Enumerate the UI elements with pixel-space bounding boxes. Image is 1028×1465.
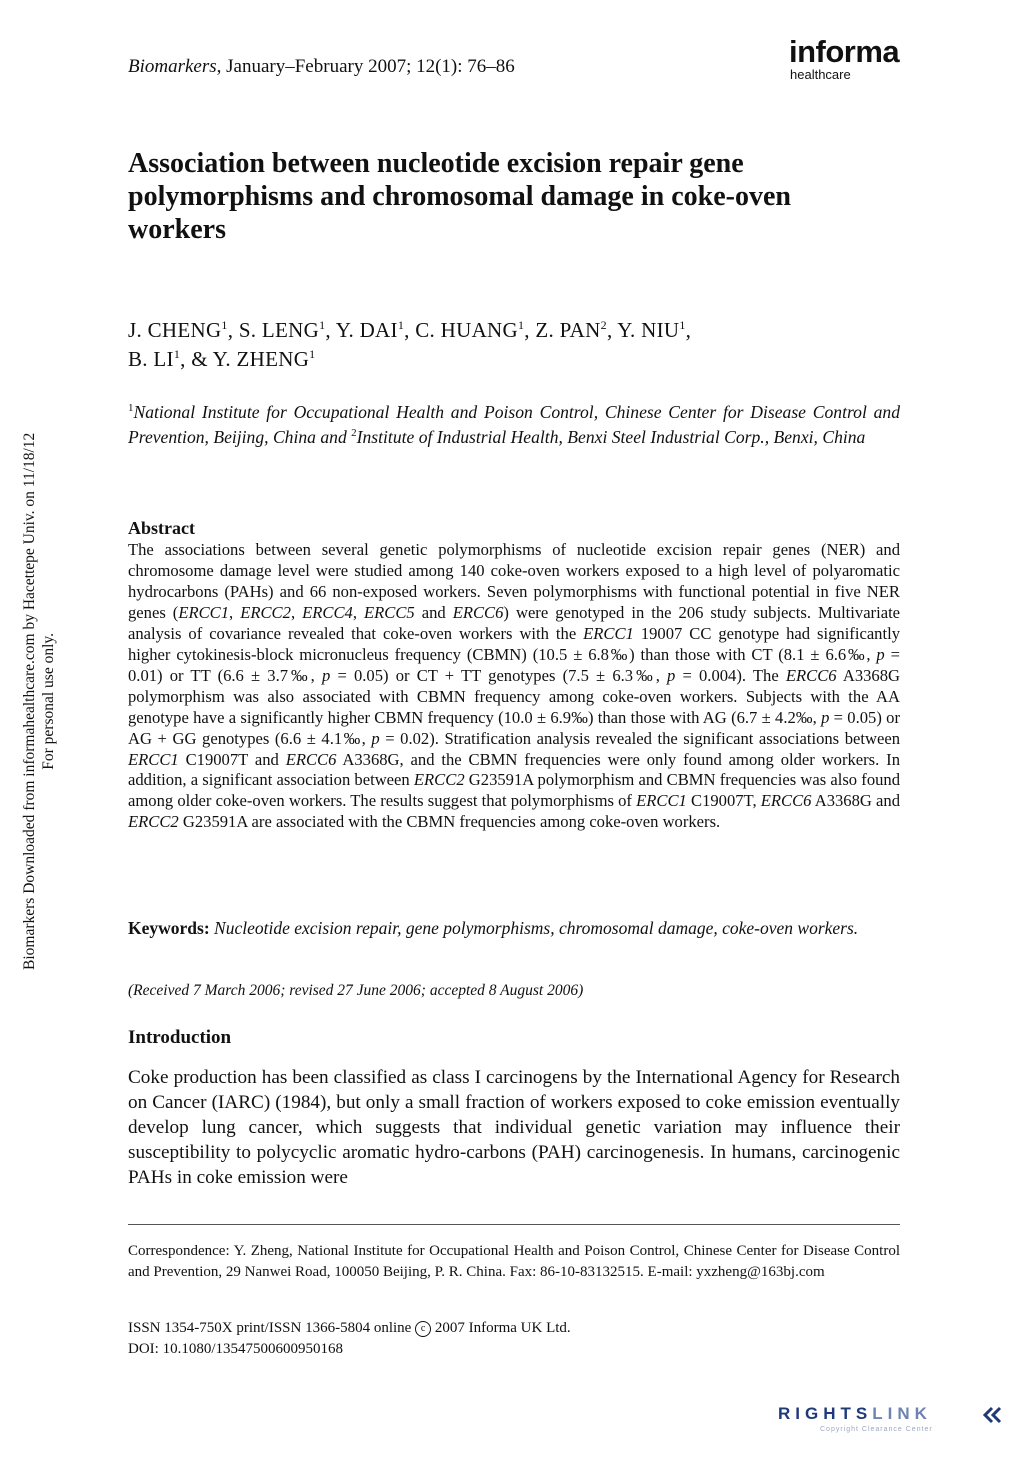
abstract-text: , xyxy=(229,602,241,622)
received-dates: (Received 7 March 2006; revised 27 June 2006; accepted 8 August 2006) xyxy=(128,982,584,999)
abstract-text: G23591A polymorphism and CBMN frequencies was also found among older coke-oven workers. The results suggest that polymorphisms of xyxy=(128,770,901,811)
keywords-text: Nucleotide excision repair, gene polymorphisms, chromosomal damage, coke-oven workers. xyxy=(214,918,859,938)
abstract-italic-term: p xyxy=(821,707,830,727)
author-affil-sup: 2 xyxy=(600,318,607,332)
abstract-text: ) were genotyped in the 206 study subjects. Multivariate analysis of covariance revealed that coke-oven workers with the xyxy=(128,602,901,643)
abstract-text: = 0.02). Stratification analysis revealed the significant associations between xyxy=(379,728,900,748)
affil-text-2: Institute of Industrial Health, Benxi Steel Industrial Corp., Benxi, China xyxy=(356,427,866,447)
abstract-text: C19007T, xyxy=(686,791,761,811)
abstract-heading: Abstract xyxy=(128,518,195,538)
abstract-text: = 0.01) or TT (6.6 ± 3.7‰, xyxy=(128,644,900,685)
introduction-text: Coke production has been classified as class I carcinogens by the International Agency for Research on Cancer (IARC) (1984), but only a small fraction of workers exposed to coke emission eventually develop lung cancer, which suggests that individual genetic variation may influence their susceptibility to polycyclic aromatic hydro-carbons (PAH) carcinogenesis. In humans, carcinogenic PAHs in coke emission were xyxy=(128,1067,900,1188)
abstract-text: A3368G and xyxy=(811,791,900,811)
abstract-italic-term: ERCC5 xyxy=(364,602,415,622)
abstract-text: = 0.05) or AG + GG genotypes (6.6 ± 4.1‰, xyxy=(128,707,900,748)
publisher-sub: healthcare xyxy=(790,67,851,82)
introduction-heading: Introduction xyxy=(128,1027,232,1048)
author-sep: , xyxy=(404,318,416,342)
author-list xyxy=(128,316,908,374)
abstract-text: A3368G polymorphism was also associated with CBMN frequency among coke-oven workers. Subjects with the AA genotype have a significantly higher CBMN frequency (10.0 ± 6.9‰) than those with AG (6.7 ± 4.2‰, xyxy=(128,665,900,727)
abstract-text: = 0.004). The xyxy=(675,665,786,685)
doi: DOI: 10.1080/13547500600950168 xyxy=(128,1341,343,1357)
author-sep: , xyxy=(227,318,239,342)
abstract-body xyxy=(128,540,900,833)
abstract-italic-term: p xyxy=(371,728,380,748)
publisher-logo xyxy=(789,36,909,82)
publisher-brand: informa xyxy=(789,34,900,69)
author-name: Y. ZHENG xyxy=(212,347,310,371)
abstract-italic-term: ERCC4 xyxy=(302,602,353,622)
author-affil-sup: 1 xyxy=(517,318,525,332)
abstract-italic-term: ERCC1 xyxy=(128,749,179,769)
author-affil-sup: 1 xyxy=(221,318,228,332)
abstract-italic-term: ERCC2 xyxy=(240,602,291,622)
abstract-text: C19007T and xyxy=(178,749,286,769)
rightslink-link: LINK xyxy=(872,1404,932,1423)
author-name: Y. DAI xyxy=(335,318,398,342)
author-name: Y. NIU xyxy=(617,318,680,342)
abstract-text: G23591A are associated with the CBMN frequencies among coke-oven workers. xyxy=(178,812,721,832)
author-name: Z. PAN xyxy=(535,318,601,342)
abstract-italic-term: p xyxy=(667,665,676,685)
abstract-italic-term: ERCC1 xyxy=(636,791,687,811)
issn-block xyxy=(128,1318,900,1360)
rightslink-wordmark xyxy=(778,1404,932,1424)
abstract-text: A3368G, and the CBMN frequencies were only found among older workers. In addition, a significant association between xyxy=(128,749,900,790)
abstract-italic-term: p xyxy=(321,665,331,685)
abstract-text: The associations between several genetic polymorphisms of nucleotide excision repair genes (NER) and chromosome damage level were studied among 140 coke-oven workers exposed to a high level of polyaromatic hydrocarbons (PAHs) and 66 non-exposed workers. Seven polymorphisms with functional potential in five NER genes ( xyxy=(128,540,900,622)
affil-sup-2: 2 xyxy=(351,427,357,440)
author-affil-sup: 1 xyxy=(309,347,316,361)
abstract-text: , xyxy=(290,602,303,622)
rightslink-logo[interactable] xyxy=(778,1404,1008,1438)
correspondence: Correspondence: Y. Zheng, National Institute for Occupational Health and Poison Control, Chinese Center for Disease Control and Prevention, 29 Nanwei Road, 100050 Beijing, P. R. China. Fax: 86-10-83132515. E-mail: yxzheng@163bj.com xyxy=(128,1243,900,1280)
author-name: J. CHENG xyxy=(128,318,222,342)
author-name: C. HUANG xyxy=(415,318,518,342)
watermark-line-2: For personal use only. xyxy=(40,632,57,770)
affil-sup-1: 1 xyxy=(128,402,134,415)
journal-citation xyxy=(128,56,515,78)
abstract-italic-term: ERCC6 xyxy=(760,791,812,811)
abstract-text: 19007 CC genotype had significantly higher cytokinesis-block micronucleus frequency (CBMN) (10.5 ± 6.8‰) than those with CT (8.1 ± 6.6‰, xyxy=(128,623,900,664)
abstract-italic-term: p xyxy=(876,644,885,664)
author-sep: , & xyxy=(180,347,213,371)
rightslink-subtitle: Copyright Clearance Center xyxy=(820,1426,933,1433)
keywords-label: Keywords: xyxy=(128,918,210,938)
author-affil-sup: 1 xyxy=(173,347,181,361)
keywords xyxy=(128,916,900,941)
abstract-italic-term: ERCC1 xyxy=(178,602,230,622)
abstract-italic-term: ERCC6 xyxy=(452,602,504,622)
article-title: Association between nucleotide excision repair gene polymorphisms and chromosomal damage in coke-oven workers xyxy=(128,148,791,245)
abstract-italic-term: ERCC2 xyxy=(413,770,465,790)
author-sep: , xyxy=(524,318,536,342)
copyright-icon: c xyxy=(415,1321,431,1337)
footnote-divider xyxy=(128,1224,900,1225)
watermark-line-1: Biomarkers Downloaded from informahealthcare.com by Hacettepe Univ. on 11/18/12 xyxy=(21,432,38,970)
abstract-italic-term: ERCC6 xyxy=(285,749,337,769)
abstract-italic-term: ERCC6 xyxy=(785,665,837,685)
author-sep: , xyxy=(325,318,336,342)
author-name: S. LENG xyxy=(238,318,320,342)
copyright-text: 2007 Informa UK Ltd. xyxy=(434,1320,571,1336)
author-affil-sup: 1 xyxy=(319,318,326,332)
affil-text-1: National Institute for Occupational Health and Poison Control, Chinese Center for Disease Control and Prevention, Beijing, China and xyxy=(128,402,900,447)
author-name: B. LI xyxy=(128,347,174,371)
rightslink-arrow-icon xyxy=(982,1406,1004,1424)
author-sep: , xyxy=(606,318,618,342)
abstract-text: and xyxy=(414,602,453,622)
journal-issue: , January–February 2007; 12(1): 76–86 xyxy=(216,56,515,77)
affiliations xyxy=(128,400,900,450)
issn-text: ISSN 1354-750X print/ISSN 1366-5804 online xyxy=(128,1320,412,1336)
abstract-text: , xyxy=(352,602,364,622)
abstract-italic-term: ERCC2 xyxy=(128,812,179,832)
author-affil-sup: 1 xyxy=(397,318,405,332)
author-sep: , xyxy=(685,318,692,342)
abstract-text: = 0.05) or CT + TT genotypes (7.5 ± 6.3‰, xyxy=(330,665,668,685)
abstract-italic-term: ERCC1 xyxy=(583,623,634,643)
rightslink-rights: RIGHTS xyxy=(778,1404,873,1423)
author-affil-sup: 1 xyxy=(679,318,686,332)
journal-name: Biomarkers xyxy=(128,56,217,77)
